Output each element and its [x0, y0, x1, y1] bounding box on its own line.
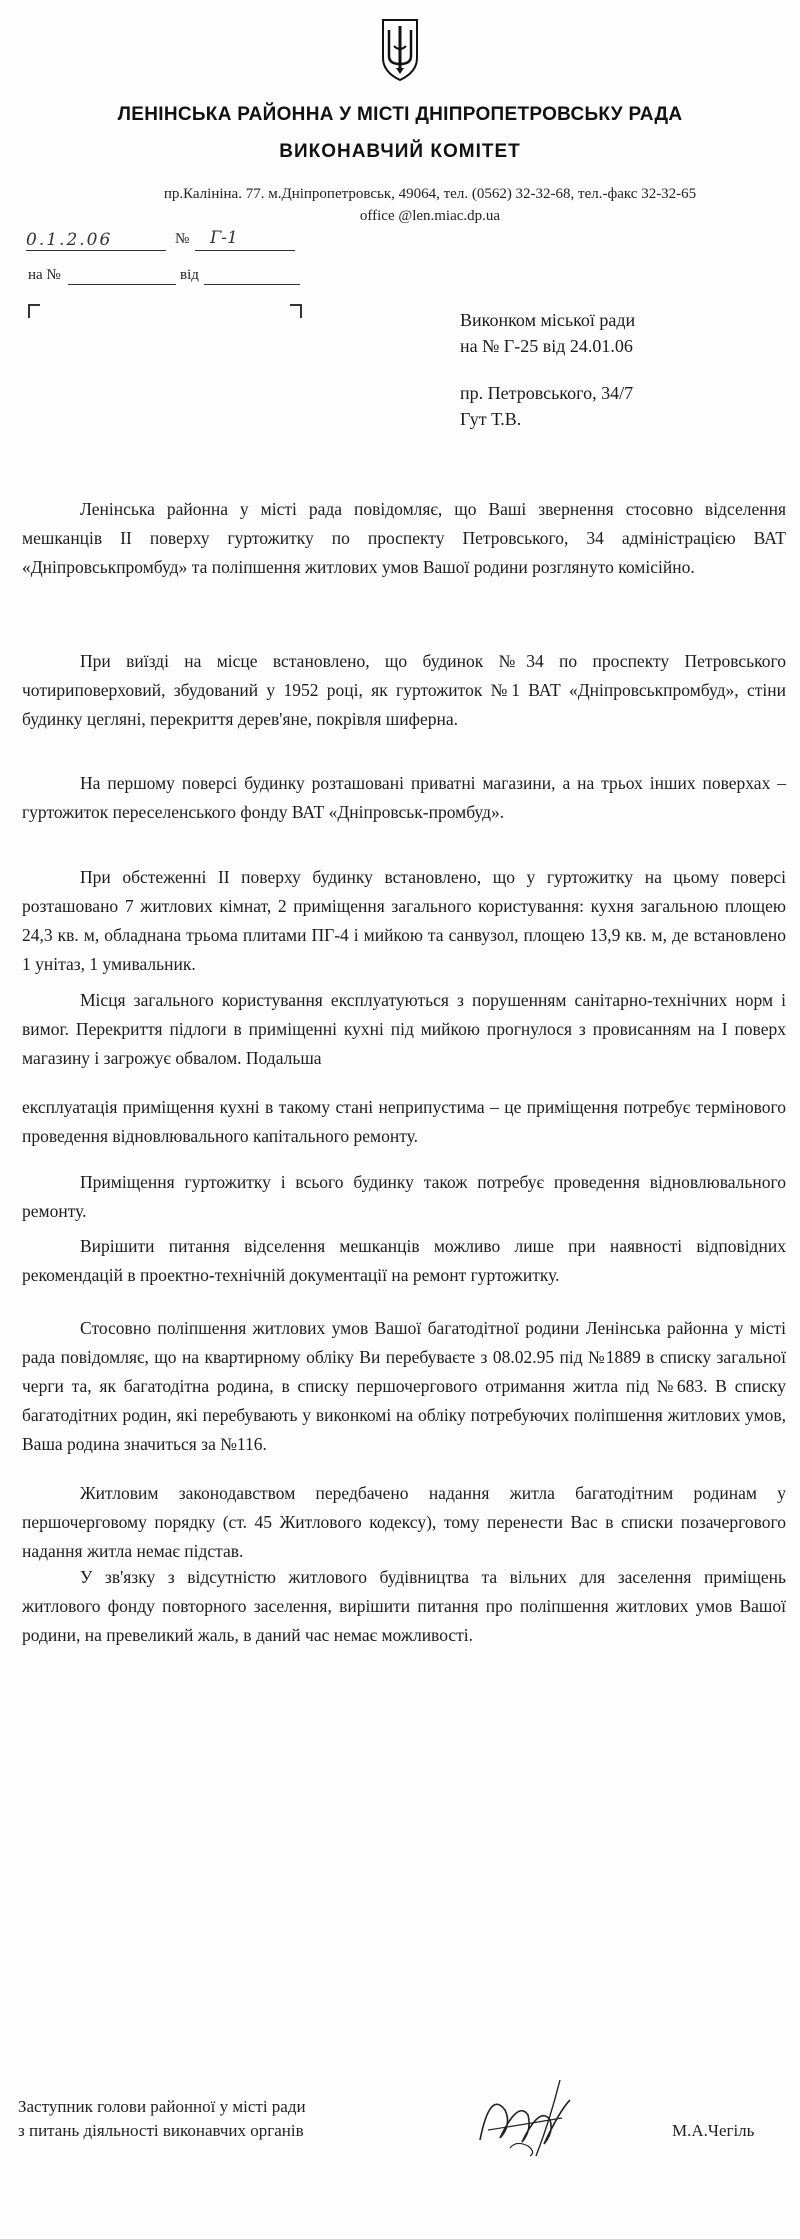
organization-name: ЛЕНІНСЬКА РАЙОННА У МІСТІ ДНІПРОПЕТРОВСЬКУ РАДА	[117, 104, 683, 125]
body-paragraph: На першому поверсі будинку розташовані приватні магазини, а на трьох інших поверхах – гуртожиток переселенського фонду ВАТ «Дніпровськ-промбуд».	[22, 773, 786, 822]
body-paragraph: Вирішити питання відселення мешканців можливо лише при наявності відповідних рекомендацій в проектно-технічній документації на ремонт гуртожитку.	[22, 1236, 786, 1285]
outgoing-date-handwritten: 0.1.2.06	[26, 230, 113, 250]
reference-date-label: від	[180, 267, 199, 283]
address-window-corner-left	[28, 304, 40, 318]
body-paragraph: При обстеженні II поверху будинку встановлено, що у гуртожитку на цьому поверсі розташовано 7 житлових кімнат, 2 приміщення загального користування: кухня загальною площею 24,3 кв. м, обладнана трьома плитами ПГ-4 і мийкою та санвузол, площею 13,9 кв. м, де встановлено 1 унітаз, 1 умивальник.	[22, 867, 786, 974]
body-paragraph: У зв'язку з відсутністю житлового будівництва та вільних для заселення приміщень житлового фонду повторного заселення, вирішити питання про поліпшення житлових умов Вашої родини, на превеликий жаль, в даний час немає можливості.	[22, 1567, 786, 1645]
body-paragraph-continuation: експлуатація приміщення кухні в такому стані неприпустима – це приміщення потребує термінового проведення відновлювального капітального ремонту.	[22, 1097, 786, 1146]
reference-number-underline	[68, 284, 176, 285]
contact-email: office @len.miac.dp.ua	[359, 208, 501, 224]
signer-position: Заступник голови районної у місті ради	[18, 2097, 306, 2116]
outgoing-date-underline	[26, 250, 166, 251]
body-paragraph: Приміщення гуртожитку і всього будинку також потребує проведення відновлювального ремонту.	[22, 1172, 786, 1221]
address-window-corner-right	[290, 304, 302, 318]
executive-committee-title: ВИКОНАВЧИЙ КОМІТЕТ	[279, 141, 521, 162]
signer-position-detail: з питань діяльності виконавчих органів	[18, 2121, 304, 2140]
addressee-reference: на № Г-25 від 24.01.06	[460, 336, 633, 356]
addressee-address: пр. Петровського, 34/7	[460, 383, 634, 403]
addressee-line: Виконком міської ради	[460, 310, 636, 330]
body-paragraph: Ленінська районна у місті рада повідомляє, що Ваші звернення стосовно відселення мешканців II поверху гуртожитку по проспекту Петровського, 34 адміністрацією ВАТ «Дніпровськпромбуд» та поліпшення житлових умов Вашої родини розглянуто комісійно.	[22, 499, 786, 577]
outgoing-number-underline	[195, 250, 295, 251]
body-paragraph: Стосовно поліпшення житлових умов Вашої багатодітної родини Ленінська районна у місті рада повідомляє, що на квартирному обліку Ви перебуваєте з 08.02.95 під №1889 в списку загальної черги та, як багатодітна родина, в списку першочергового отримання житла під №683. В списку багатодітних родин, які перебувають у виконкомі на обліку потребуючих поліпшення житлових умов, Ваша родина значиться за №116.	[22, 1318, 786, 1454]
addressee-name: Гут Т.В.	[460, 409, 522, 429]
outgoing-number-label: №	[175, 231, 190, 247]
trident-emblem-icon	[380, 18, 420, 82]
body-paragraph: При виїзді на місце встановлено, що будинок №34 по проспекту Петровського чотириповерховий, збудований у 1952 році, як гуртожиток №1 ВАТ «Дніпровськпромбуд», стіни будинку цегляні, перекриття дерев'яне, покрівля шиферна.	[22, 651, 786, 729]
contact-address: пр.Калініна. 77. м.Дніпропетровськ, 49064, тел. (0562) 32-32-68, тел.-факс 32-32-65	[163, 186, 697, 202]
body-paragraph: Житловим законодавством передбачено надання житла багатодітним родинам у першочерговому порядку (ст. 45 Житлового кодексу), тому перенести Вас в списки позачергового надання житла немає підстав.	[22, 1483, 786, 1561]
signer-name: М.А.Чегіль	[672, 2121, 755, 2140]
reference-number-label: на №	[28, 267, 61, 283]
body-paragraph: Місця загального користування експлуатуються з порушенням санітарно-технічних норм і вимог. Перекриття підлоги в приміщенні кухні під мийкою прогнулося з провисанням на I поверх магазину і загрожує обвалом. Подальша	[22, 990, 786, 1068]
handwritten-signature-icon	[470, 2070, 580, 2160]
reference-date-underline	[204, 284, 300, 285]
outgoing-number-handwritten: Г-1	[210, 228, 238, 248]
